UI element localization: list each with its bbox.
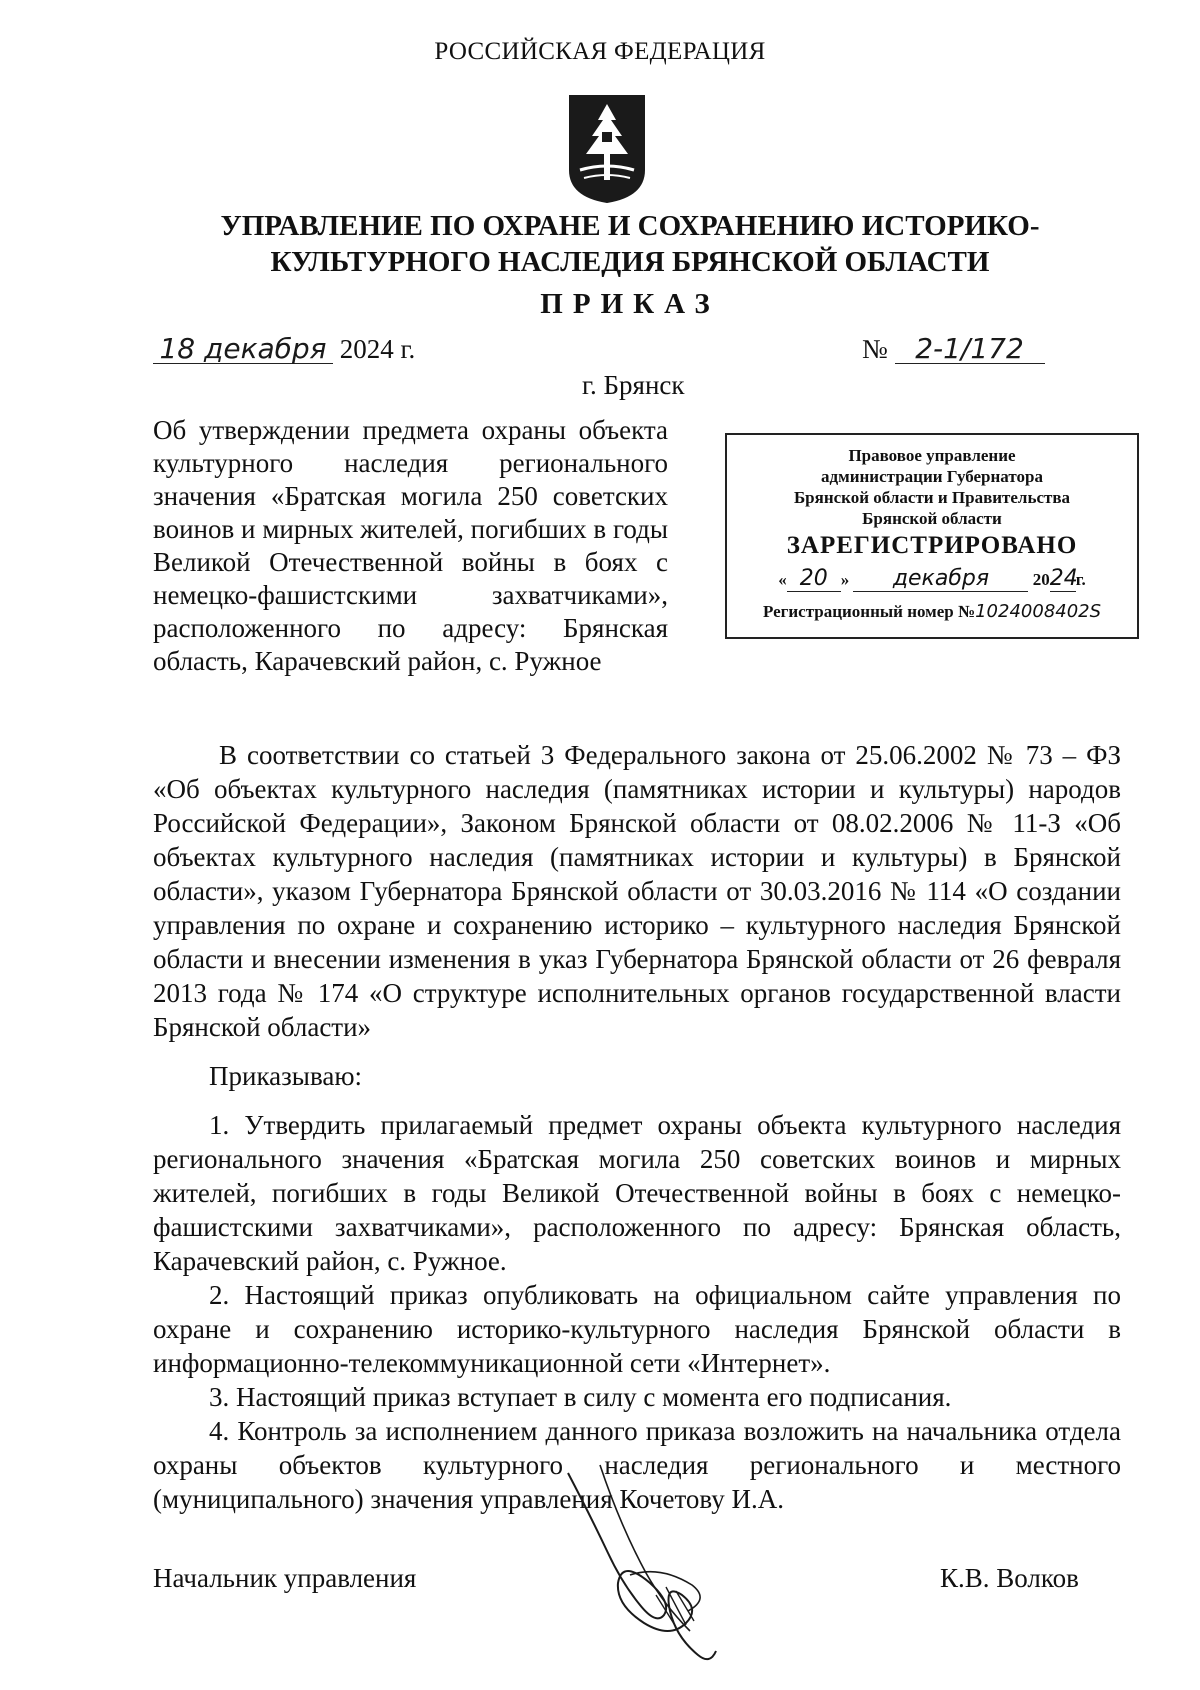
stamp-line-4: Брянской области xyxy=(862,509,1002,528)
order-item-2: 2. Настоящий приказ опубликовать на официальном сайте управления по охране и сохранению историко-культурного наследия Брянской области в информационно-телекоммуникационной сети «Интернет». xyxy=(153,1280,1121,1378)
stamp-month: декабря xyxy=(853,567,1028,592)
stamp-quote-close: » xyxy=(840,570,850,589)
order-item-4: 4. Контроль за исполнением данного приказа возложить на начальника отдела охраны объектов культурного наследия регионального и местного (муниципального) значения управления Кочетову И.А. xyxy=(153,1416,1121,1514)
order-item-1: 1. Утвердить прилагаемый предмет охраны объекта культурного наследия регионального значения «Братская могила 250 советских воинов и мирных жителей, погибших в годы Великой Отечественной войны в боях с немецко-фашистскими захватчиками», расположенного по адресу: Брянская область, Карачевский район, с. Ружное. xyxy=(153,1110,1121,1276)
number-sign: № xyxy=(862,334,888,364)
signer-name: К.В. Волков xyxy=(940,1563,1079,1593)
document-type-heading: ПРИКАЗ xyxy=(540,288,720,320)
stamp-year-suffix: г. xyxy=(1075,570,1086,589)
handwritten-number: 2-1/172 xyxy=(895,335,1045,364)
order-date xyxy=(153,334,415,365)
handwritten-date: 18 декабря xyxy=(153,335,333,364)
stamp-date xyxy=(727,563,1137,597)
order-item-3: 3. Настоящий приказ вступает в силу с момента его подписания. xyxy=(209,1382,952,1412)
stamp-reg-label: Регистрационный номер № xyxy=(762,602,976,621)
order-body xyxy=(153,738,1121,1516)
city: г. Брянск xyxy=(582,370,685,400)
stamp-line-3: Брянской области и Правительства xyxy=(793,488,1071,507)
handwritten-signature-icon xyxy=(560,1455,750,1675)
stamp-quote-open: « xyxy=(778,570,787,589)
stamp-year: 24 xyxy=(1049,566,1078,591)
registration-stamp xyxy=(725,433,1139,639)
signer-title: Начальник управления xyxy=(153,1563,417,1593)
order-word: Приказываю: xyxy=(209,1061,362,1091)
stamp-line-1: Правовое управление xyxy=(848,446,1016,465)
stamp-day: 20 xyxy=(787,567,841,592)
stamp-line-2: администрации Губернатора xyxy=(821,467,1043,486)
stamp-year-prefix: 20 xyxy=(1032,570,1050,589)
order-subject: Об утверждении предмета охраны объекта культурного наследия регионального значения «Братская могила 250 советских воинов и мирных жителей, погибших в годы Великой Отечественной войны в боях с немецко-фашистскими захватчиками», расположенного по адресу: Брянская область, Карачевский район, с. Ружное xyxy=(153,415,668,676)
order-number xyxy=(862,334,1045,365)
stamp-reg-number: 1024008402S xyxy=(975,601,1102,622)
organization-name: УПРАВЛЕНИЕ ПО ОХРАНЕ И СОХРАНЕНИЮ ИСТОРИКО-КУЛЬТУРНОГО НАСЛЕДИЯ БРЯНСКОЙ ОБЛАСТИ xyxy=(220,210,1040,278)
preamble: В соответствии со статьей 3 Федерального закона от 25.06.2002 № 73 – ФЗ «Об объектах культурного наследия (памятниках истории и культуры) народов Российской Федерации», Законом Брянской области от 08.02.2006 № 11-З «Об объектах культурного наследия (памятниках истории и культуры) в Брянской области», указом Губернатора Брянской области от 30.03.2016 № 114 «О создании управления по охране и сохранению историко – культурного наследия Брянской области и внесении изменения в указ Губернатора Брянской области от 26 февраля 2013 года № 174 «О структуре исполнительных органов государственной власти Брянской области» xyxy=(153,740,1121,1042)
stamp-registration xyxy=(727,597,1137,627)
order-year: 2024 г. xyxy=(339,334,416,364)
country-heading: РОССИЙСКАЯ ФЕДЕРАЦИЯ xyxy=(434,38,766,65)
stamp-status: ЗАРЕГИСТРИРОВАНО xyxy=(786,532,1078,559)
bryansk-region-coat-of-arms-icon xyxy=(566,92,648,206)
